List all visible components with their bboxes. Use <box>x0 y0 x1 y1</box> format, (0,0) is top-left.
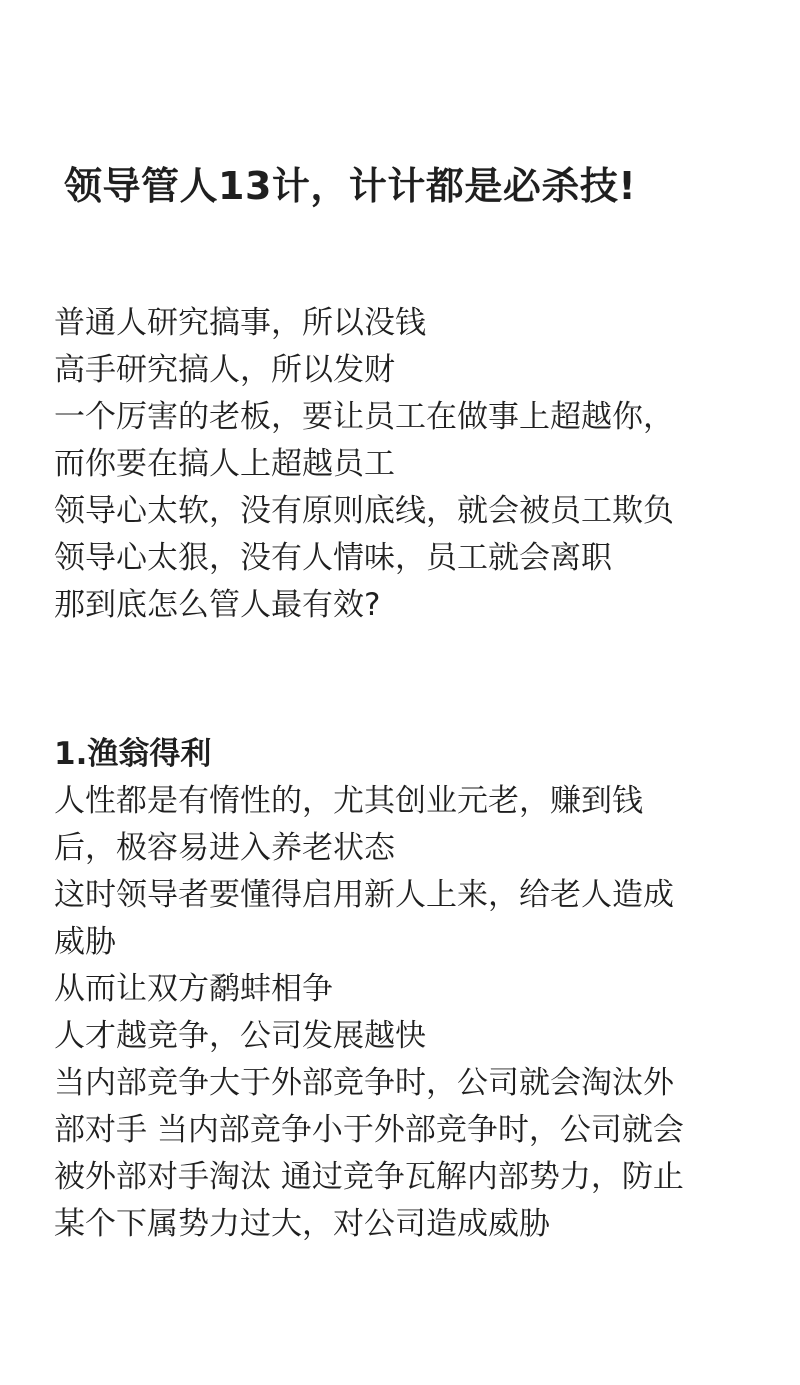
intro-line: 而你要在搞人上超越员工 <box>54 446 395 482</box>
section-line: 被外部对手淘汰 通过竞争瓦解内部势力，防止 <box>54 1159 684 1195</box>
section-line: 人性都是有惰性的，尤其创业元老，赚到钱 <box>54 783 643 819</box>
section-line: 当内部竞争大于外部竞争时，公司就会淘汰外 <box>54 1065 674 1101</box>
intro-line: 领导心太狠，没有人情味，员工就会离职 <box>54 540 612 576</box>
intro-line: 那到底怎么管人最有效? <box>54 587 381 623</box>
article-title: 领导管人13计，计计都是必杀技! <box>64 164 637 208</box>
section-line: 这时领导者要懂得启用新人上来，给老人造成 <box>54 877 674 913</box>
section-heading: 1.渔翁得利 <box>54 736 212 772</box>
intro-paragraph <box>54 300 746 629</box>
intro-line: 普通人研究搞事，所以没钱 <box>54 305 426 341</box>
section-line: 部对手 当内部竞争小于外部竞争时，公司就会 <box>54 1112 684 1148</box>
section-line: 从而让双方鹬蚌相争 <box>54 971 333 1007</box>
intro-line: 一个厉害的老板，要让员工在做事上超越你， <box>54 399 674 435</box>
section-line: 某个下属势力过大，对公司造成威胁 <box>54 1206 550 1242</box>
section-line: 后，极容易进入养老状态 <box>54 830 395 866</box>
intro-line: 领导心太软，没有原则底线，就会被员工欺负 <box>54 493 674 529</box>
section-1 <box>54 731 746 1248</box>
section-line: 人才越竞争，公司发展越快 <box>54 1018 426 1054</box>
intro-line: 高手研究搞人，所以发财 <box>54 352 395 388</box>
section-line: 威胁 <box>54 924 116 960</box>
